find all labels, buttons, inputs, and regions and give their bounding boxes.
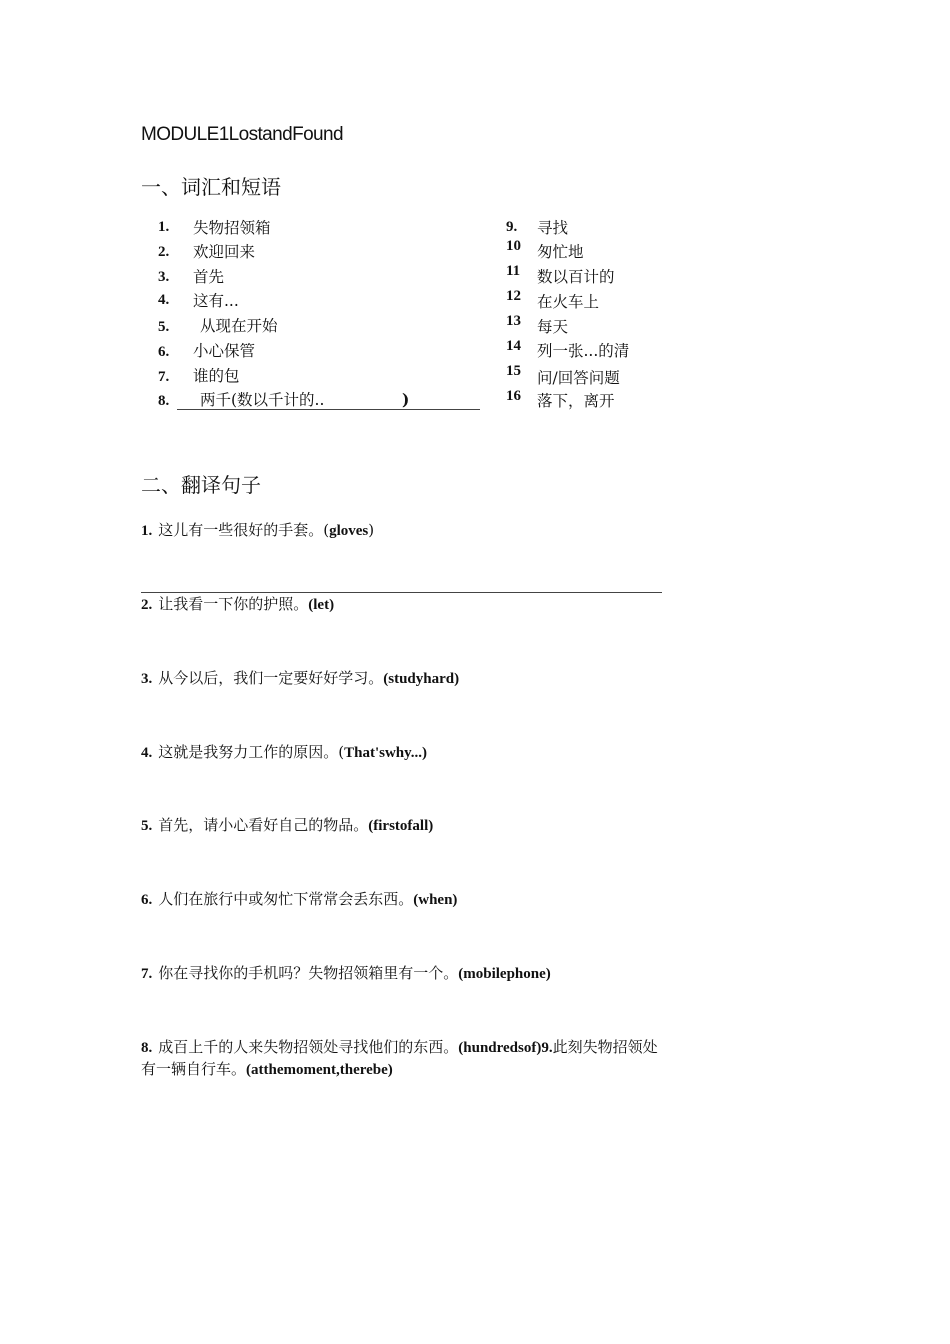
question-number: 7.: [141, 966, 153, 982]
page-title: MODULE1LostandFound: [141, 124, 343, 145]
translation-question: [141, 815, 681, 837]
vocab-number: 15: [506, 363, 521, 379]
answer-line: [177, 409, 480, 410]
translation-question: [141, 742, 681, 764]
vocab-item: 小心保管: [193, 342, 256, 360]
question-number: 8.: [141, 1040, 153, 1056]
vocab-number: 12: [506, 288, 521, 304]
question-text: 这就是我努力工作的原因。(: [158, 743, 345, 761]
vocab-item: 问/回答问题: [537, 369, 620, 387]
translation-question: [141, 963, 681, 985]
question-hint: (hundredsof)9.: [458, 1040, 553, 1056]
translation-question: [141, 520, 681, 542]
vocab-item: 首先: [193, 268, 225, 286]
vocab-item: 列一张...的清: [537, 342, 630, 360]
question-text: 首先，请小心看好自己的物品。: [158, 816, 369, 834]
vocab-number: 3.: [158, 269, 170, 285]
vocab-item: 欢迎回来: [193, 243, 256, 261]
vocab-number: 11: [506, 263, 521, 279]
question-hint: (studyhard): [383, 671, 460, 687]
vocab-item: 落下，离开: [537, 392, 615, 410]
answer-line: [141, 592, 662, 593]
translation-question: [141, 889, 681, 911]
question-text: 让我看一下你的护照。: [158, 595, 309, 613]
question-text: 这儿有一些很好的手套。(: [158, 521, 330, 539]
question-text: 从今以后，我们一定要好好学习。: [158, 669, 384, 687]
vocab-item: 在火车上: [537, 293, 600, 311]
vocab-item: 匆忙地: [537, 243, 584, 261]
vocab-item: 从现在开始: [200, 317, 278, 335]
question-number: 1.: [141, 523, 153, 539]
question-number: 6.: [141, 892, 153, 908]
question-hint: (atthemoment,therebe): [246, 1062, 393, 1078]
question-hint: (when): [413, 892, 458, 908]
question-hint: (firstofall): [368, 818, 434, 834]
vocab-item: 数以百计的: [537, 268, 615, 286]
vocab-item: 失物招领箱: [193, 219, 271, 237]
vocab-item: 两千(数以千计的..: [200, 391, 325, 409]
question-number: 2.: [141, 597, 153, 613]
vocab-item: 谁的包: [193, 367, 240, 385]
translation-question: [141, 1037, 666, 1081]
vocab-number: 6.: [158, 344, 170, 360]
question-hint: gloves: [329, 523, 369, 539]
vocab-paren-close: ): [402, 390, 410, 409]
vocab-number: 8.: [158, 393, 170, 409]
question-text: 你在寻找你的手机吗？失物招领箱里有一个。: [158, 964, 459, 982]
vocab-item: 每天: [537, 318, 569, 336]
question-number: 3.: [141, 671, 153, 687]
question-text: 成百上千的人来失物招领处寻找他们的东西。: [158, 1038, 459, 1056]
vocab-number: 10: [506, 238, 521, 254]
vocab-item: 寻找: [537, 219, 569, 237]
vocab-number: 4.: [158, 292, 170, 308]
question-hint: (let): [308, 597, 335, 613]
vocab-number: 16: [506, 388, 521, 404]
question-text: 人们在旅行中或匆忙下常常会丢东西。: [158, 890, 414, 908]
translation-question: [141, 594, 681, 616]
question-text: 此刻失物招领处有一辆自行车。: [141, 1038, 658, 1078]
vocab-number: 2.: [158, 244, 170, 260]
section-heading-translation: 二、翻译句子: [141, 473, 261, 497]
vocab-number: 5.: [158, 319, 170, 335]
vocab-number: 7.: [158, 369, 170, 385]
vocab-number: 14: [506, 338, 521, 354]
vocab-number: 1.: [158, 219, 170, 235]
question-hint: That'swhy...): [344, 745, 428, 761]
vocab-number: 13: [506, 313, 521, 329]
vocab-number: 9.: [506, 219, 518, 235]
question-paren-close: ): [368, 521, 375, 539]
section-heading-vocabulary: 一、词汇和短语: [141, 175, 281, 199]
question-hint: (mobilephone): [458, 966, 551, 982]
vocab-item: 这有...: [193, 292, 239, 310]
question-number: 4.: [141, 745, 153, 761]
translation-question: [141, 668, 681, 690]
question-number: 5.: [141, 818, 153, 834]
